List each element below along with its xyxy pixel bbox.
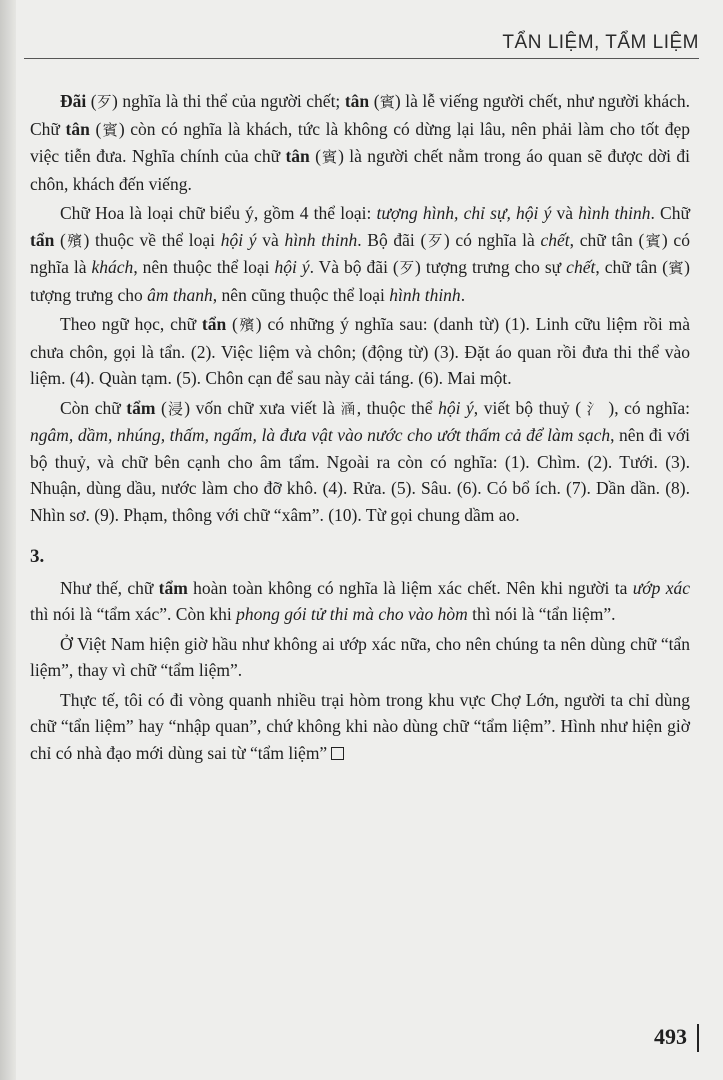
han-character: 賓 <box>379 93 395 111</box>
section-heading: 3. <box>30 546 45 567</box>
han-character: 賓 <box>101 120 119 139</box>
page-number-bar <box>697 1024 699 1052</box>
page-number: 493 <box>654 1024 687 1049</box>
paragraph-4: Còn chữ tẩm (浸) vốn chữ xưa viết là 𣹢, thuộc thể hội ý, viết bộ thuỷ ( 氵 ), có nghĩa: ngâm, dầm, nhúng, thấm, ngấm, là đưa vật vào nước cho ướt thấm cả để làm sạch, nên đi với bộ thuỷ, và chữ bên cạnh cho âm tẩm. Ngoài ra còn có nghĩa: (1). Chìm. (2). Tưới. (3). Nhuận, dùng dầu, nước làm cho đỡ khô. (4). Rửa. (5). Sâu. (6). Có bổ ích. (7). Dần dần. (8). Nhìn sơ. (9). Phạm, thông với chữ “xâm”. (10). Từ gọi chung dầm ao. <box>30 397 690 525</box>
running-header: TẨN LIỆM, TẨM LIỆM <box>502 32 699 53</box>
han-character: 賓 <box>644 231 662 250</box>
term-dai: Đãi <box>60 91 87 111</box>
han-character: 歹 <box>398 259 416 277</box>
han-character: 𣹢 <box>340 399 357 418</box>
paragraph-7: Thực tế, tôi có đi vòng quanh nhiều trại hòm trong khu vực Chợ Lớn, người ta chỉ dùng chữ “tẩn liệm” hay “nhập quan”, chứ không khi nào dùng chữ “tẩm liệm”. Hình như hiện giờ chỉ có nhà đạo mới dùng sai từ “tẩm liệm” <box>30 689 690 763</box>
han-character: 氵 <box>586 399 603 418</box>
paragraph-3: Theo ngữ học, chữ tẩn (殯) có những ý nghĩa sau: (danh từ) (1). Linh cữu liệm rồi mà chưa chôn, gọi là tẩn. (2). Việc liệm và chôn; (động từ) (3). Đặt áo quan rồi đưa thi thể vào liệm. (4). Quàn tạm. (5). Chôn cạn để sau này cải táng. (6). Mai một. <box>30 314 690 388</box>
paragraph-1: Đãi (歹) nghĩa là thi thể của người chết; tân (賓) là lễ viếng người chết, như người khách. Chữ tân (賓) còn có nghĩa là khách, tức là không có dừng lại lâu, nên phải làm cho tốt đẹp việc tiễn đưa. Nghĩa chính của chữ tân (賓) là người chết nằm trong áo quan sẽ được dời đi chôn, khách đến viếng. <box>30 91 691 194</box>
han-character: 殯 <box>237 316 256 334</box>
book-spine-shadow <box>0 0 16 1080</box>
han-character: 賓 <box>321 148 339 166</box>
page-body <box>30 88 690 766</box>
han-character: 歹 <box>96 93 112 111</box>
han-character: 賓 <box>667 259 685 277</box>
han-character: 歹 <box>426 231 444 250</box>
paragraph-5: Như thế, chữ tẩm hoàn toàn không có nghĩa là liệm xác chết. Nên khi người ta ướp xác thì nói là “tẩm xác”. Còn khi phong gói tử thi mà cho vào hòm thì nói là “tẩn liệm”. <box>30 577 690 624</box>
term-tan: tân <box>285 146 310 166</box>
term-tam-bold: tẩm <box>126 397 156 418</box>
term-tan: tân <box>65 118 90 139</box>
han-character: 浸 <box>166 399 185 418</box>
term-tan-bold: tẩn <box>30 229 55 250</box>
paragraph-2: Chữ Hoa là loại chữ biểu ý, gồm 4 thể loại: tượng hình, chỉ sự, hội ý và hình thinh. Chữ tẩn (殯) thuộc về thể loại hội ý và hình thinh. Bộ đãi (歹) có nghĩa là chết, chữ tân (賓) có nghĩa là khách, nên thuộc thể loại hội ý. Và bộ đãi (歹) tượng trưng cho sự chết, chữ tân (賓) tượng trưng cho âm thanh, nên cũng thuộc thể loại hình thinh. <box>30 203 690 305</box>
term-tam-bold: tẩm <box>158 577 188 598</box>
term-tan: tân <box>344 91 370 111</box>
term-tan-bold: tẩn <box>201 314 227 334</box>
header-divider <box>24 58 699 59</box>
han-character: 殯 <box>65 231 84 250</box>
end-mark-square-icon <box>331 747 344 760</box>
paragraph-6: Ở Việt Nam hiện giờ hầu như không ai ướp xác nữa, cho nên chúng ta nên dùng chữ “tẩn liệm”, thay vì chữ “tẩm liệm”. <box>30 633 690 680</box>
